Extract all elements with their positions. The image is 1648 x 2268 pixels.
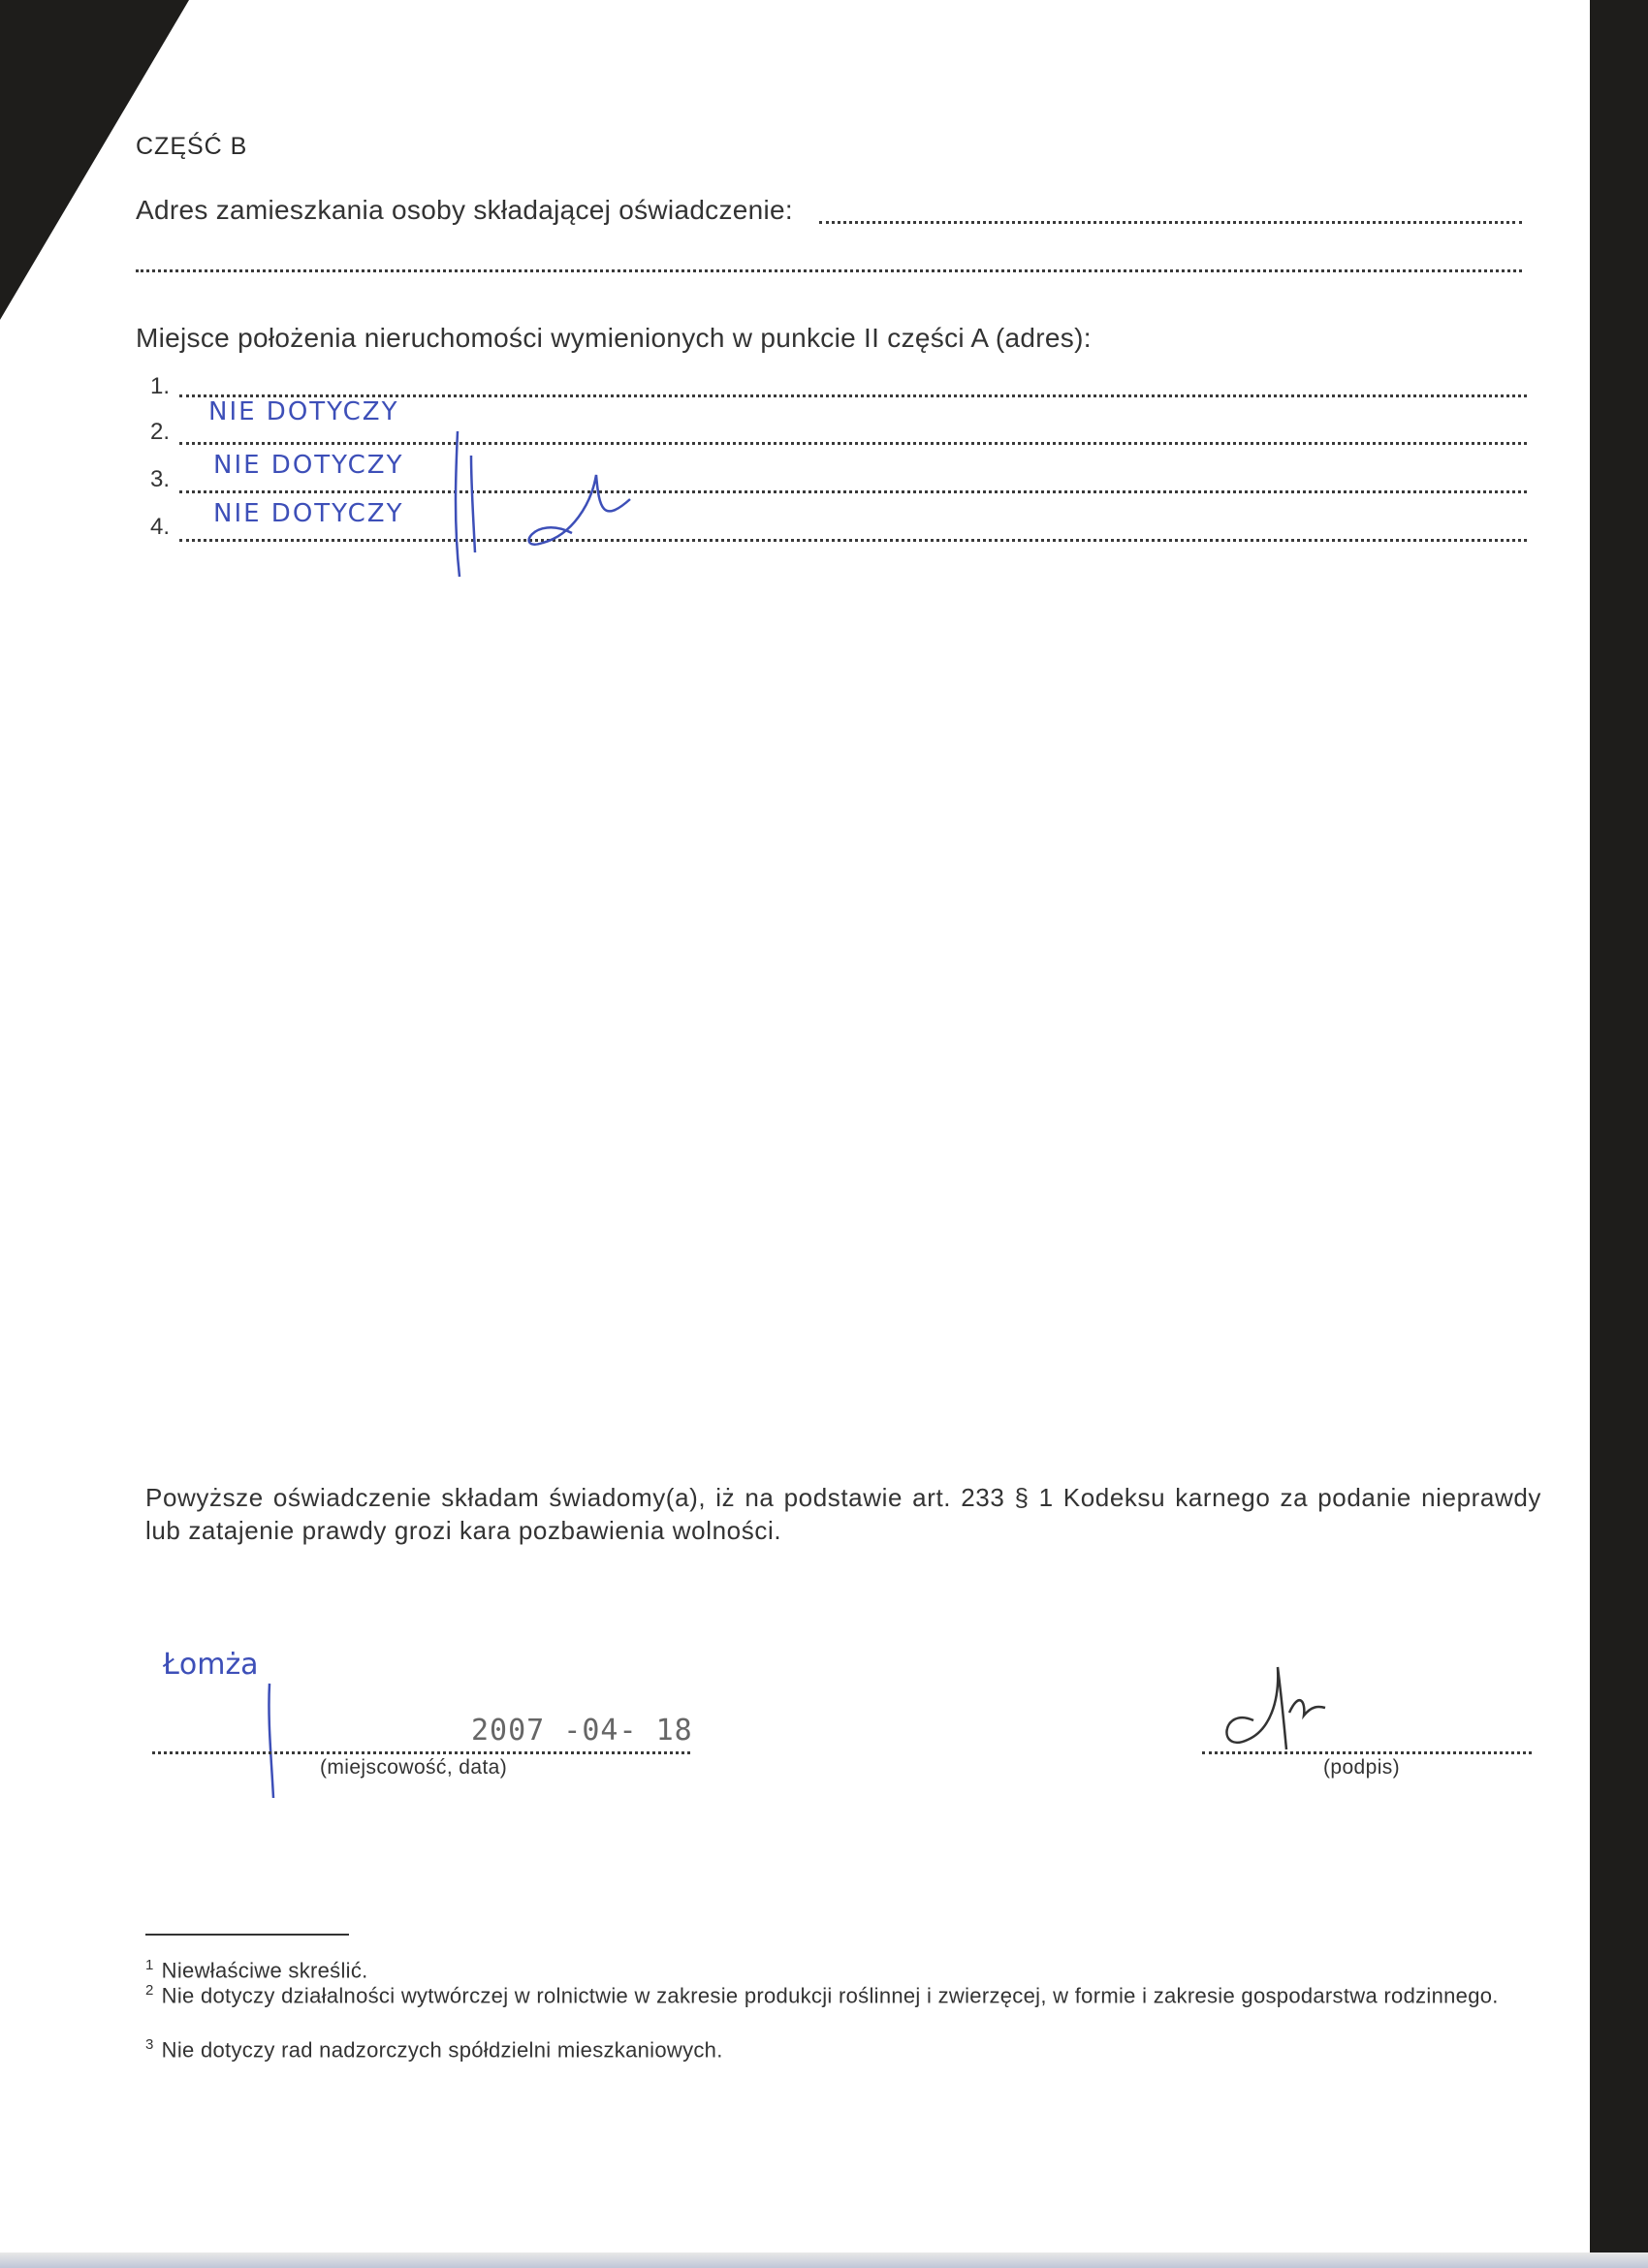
signature-line (1202, 1751, 1532, 1754)
scan-strip-bottom (0, 2252, 1648, 2268)
footnote-3 (145, 2033, 1541, 2062)
property-item-number-2: 2. (150, 419, 171, 445)
footnote-text-2: Nie dotyczy działalności wytwórczej w rolnictwie w zakresie produkcji roślinnej i zwierzęcej, w formie i zakresie gospodarstwa rodzinnego. (161, 1983, 1499, 2008)
footnote-rule (145, 1934, 349, 1936)
handwritten-stroke (262, 1682, 281, 1803)
address-label: Adres zamieszkania osoby składającej oświadczenie: (136, 195, 794, 225)
property-item-line-3 (179, 490, 1527, 493)
signature-caption: (podpis) (1323, 1756, 1401, 1779)
footnote-mark-1: 1 (145, 1957, 154, 1973)
footnote-text-3: Nie dotyczy rad nadzorczych spółdzielni mieszkaniowych. (161, 2037, 723, 2063)
property-item-number-1: 1. (150, 373, 171, 399)
property-label: Miejsce położenia nieruchomości wymienionych w punkcie II części A (adres): (136, 323, 1092, 353)
scan-shadow-top-left (0, 0, 194, 330)
footnote-1 (145, 1954, 1541, 1982)
property-item-handwriting-3: NIE DOTYCZY (213, 451, 404, 480)
handwritten-place: Łomża (163, 1648, 259, 1682)
property-item-handwriting-2: NIE DOTYCZY (208, 397, 399, 426)
place-date-line (152, 1751, 690, 1754)
declaration-text: Powyższe oświadczenie składam świadomy(a), iż na podstawie art. 233 § 1 Kodeksu karnego za podanie nieprawdy lub zatajenie prawdy grozi kara pozbawienia wolności. (145, 1483, 1541, 1545)
footnote-mark-2: 2 (145, 1982, 154, 1999)
property-item-line-2 (179, 442, 1527, 445)
property-item-number-3: 3. (150, 466, 171, 492)
scan-shadow-right (1590, 0, 1648, 2268)
address-line-2 (136, 269, 1522, 272)
property-item-handwriting-4: NIE DOTYCZY (213, 499, 404, 528)
place-date-caption: (miejscowość, data) (320, 1756, 508, 1779)
footnote-2 (145, 1979, 1563, 2007)
property-item-number-4: 4. (150, 514, 171, 540)
section-title: CZĘŚĆ B (136, 133, 248, 160)
property-item-line-4 (179, 539, 1527, 542)
date-stamp: 2007 -04- 18 (471, 1714, 693, 1748)
handwritten-bracket-and-initials (427, 417, 659, 586)
footnote-mark-3: 3 (145, 2036, 154, 2053)
footnote-text-1: Niewłaściwe skreślić. (161, 1958, 368, 1983)
signature-image (1217, 1662, 1333, 1754)
address-line-1 (819, 221, 1522, 224)
